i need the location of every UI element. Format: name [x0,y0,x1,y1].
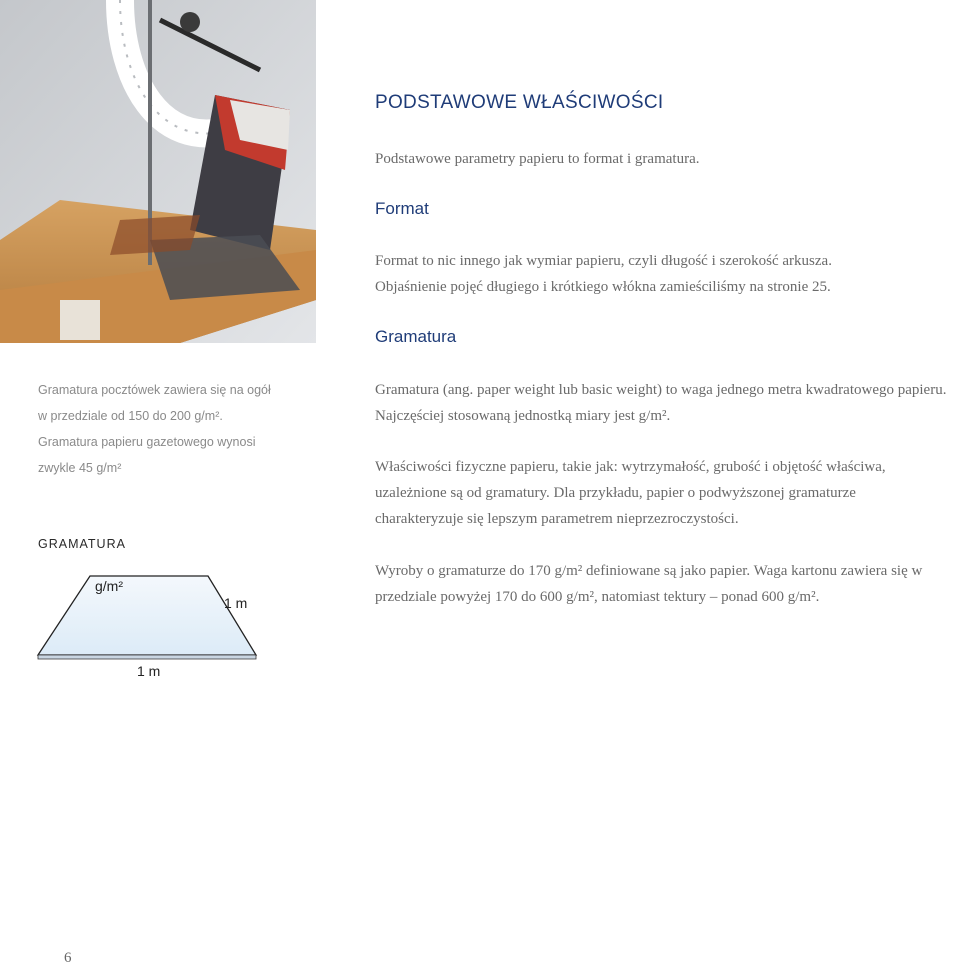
format-text: Format to nic innego jak wymiar papieru, czyli długość i szerokość arkusza. Objaśnienie pojęć długiego i krótkiego włókna zamieściliśmy na stronie 25. [375,253,832,295]
gramatura-heading: Gramatura [375,327,457,346]
bottom-dimension-label: 1 m [137,663,161,679]
side-note [38,377,298,481]
side-note-line: Gramatura papieru gazetowego wynosi [38,435,256,449]
side-dimension-label: 1 m [224,595,248,611]
diagram-title: GRAMATURA [38,537,126,551]
side-note-line: w przedziale od 150 do 200 g/m². [38,409,223,423]
page-heading: PODSTAWOWE WŁAŚCIWOŚCI [375,92,664,113]
paper-scale-photo [0,0,316,343]
gramatura-paragraph-1: Gramatura (ang. paper weight lub basic weight) to waga jednego metra kwadratowego papieru. Najczęściej stosowaną jednostką miary jest g/m². [375,382,947,424]
photo-illustration [0,0,316,343]
format-heading: Format [375,199,429,218]
paper-sheet-illustration [30,565,270,665]
gramatura-paragraph-2: Właściwości fizyczne papieru, takie jak: wytrzymałość, grubość i objętość właściwa, uzależnione są od gramatury. Dla przykładu, papier o podwyższonej gramaturze charakteryzuje się lepszym parametrem nieprzezroczystości. [375,459,886,527]
side-note-line: zwykle 45 g/m² [38,461,122,475]
intro-text: Podstawowe parametry papieru to format i gramatura. [375,151,700,167]
page-number: 6 [64,950,72,966]
gramatura-paragraph-3: Wyroby o gramaturze do 170 g/m² definiowane są jako papier. Waga kartonu zawiera się w przedziale powyżej 170 do 600 g/m², natomiast tektury – ponad 600 g/m². [375,563,923,605]
unit-label: g/m² [95,578,123,594]
side-note-line: Gramatura pocztówek zawiera się na ogół [38,383,271,397]
